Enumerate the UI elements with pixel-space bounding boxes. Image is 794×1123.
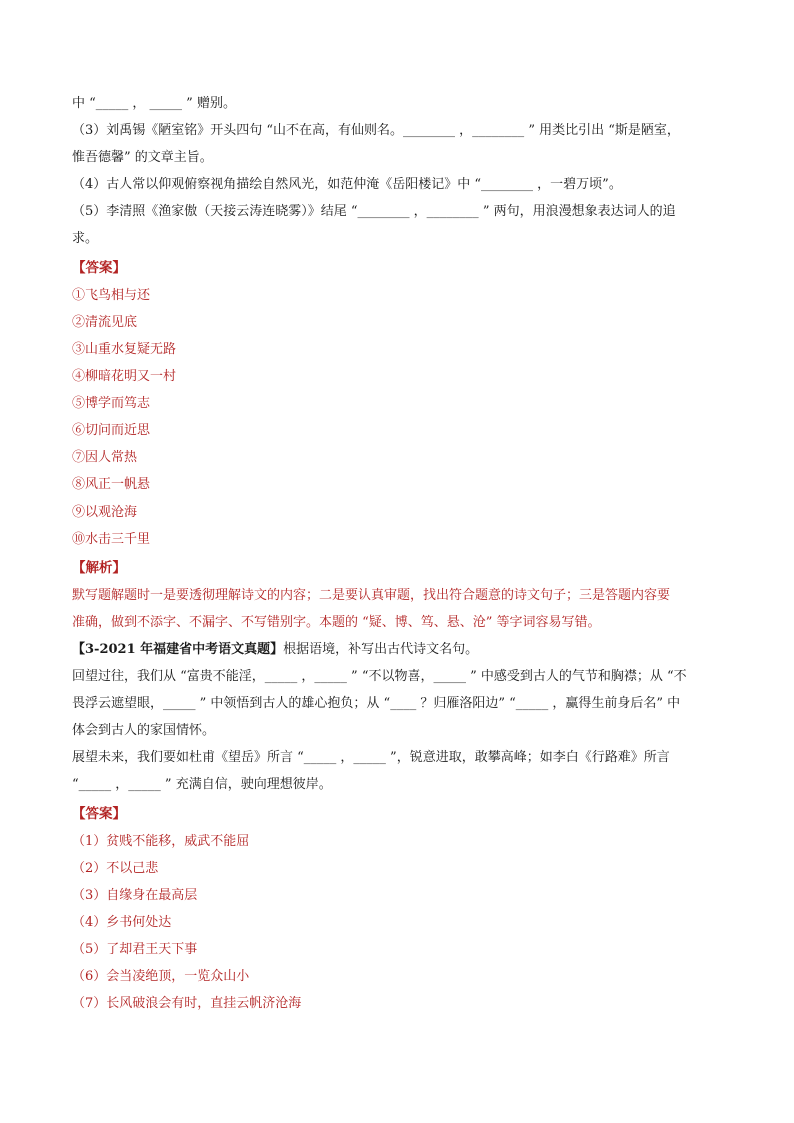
answer-item: ②清流见底 xyxy=(72,315,138,330)
question-line: “_____ ，_____ ” 充满自信，驶向理想彼岸。 xyxy=(72,777,332,792)
question-line: 畏浮云遮望眼，_____ ” 中领悟到古人的雄心抱负；从 “____ ？归雁洛阳边” “_____ ，赢得生前身后名” 中 xyxy=(72,696,681,711)
answer-header: 【答案】 xyxy=(72,260,126,276)
answer-item: （6）会当凌绝顶，一览众山小 xyxy=(72,969,250,984)
answer-item: ④柳暗花明又一村 xyxy=(72,369,177,384)
answer-item: （3）自缘身在最高层 xyxy=(72,888,198,903)
question-line: （3）刘禹锡《陋室铭》开头四句 “山不在高，有仙则名。________ ，________ ” 用类比引出 “斯是陋室， xyxy=(72,123,680,138)
answer-item: （5）了却君王天下事 xyxy=(72,942,198,957)
answer-item: ⑥切问而近思 xyxy=(72,423,151,438)
answer-header: 【答案】 xyxy=(72,806,126,822)
question-line: 中 “_____ ， _____ ” 赠别。 xyxy=(72,96,236,111)
answer-item: ⑤博学而笃志 xyxy=(72,396,151,411)
answer-item: ⑦因人常热 xyxy=(72,450,138,465)
analysis-line: 准确，做到不添字、不漏字、不写错别字。本题的 “疑、博、笃、悬、沧” 等字词容易写错。 xyxy=(72,615,601,630)
answer-item: （2）不以己悲 xyxy=(72,861,159,876)
answer-item: ①飞鸟相与还 xyxy=(72,288,151,303)
answer-item: （7）长风破浪会有时，直挂云帆济沧海 xyxy=(72,996,302,1011)
question-title: 【3-2021 年福建省中考语文真题】 xyxy=(72,642,284,657)
question-title-rest: 根据语境，补写出古代诗文名句。 xyxy=(283,642,479,657)
answer-item: （1）贫贱不能移，威武不能屈 xyxy=(72,834,250,849)
question-title-line xyxy=(72,640,732,660)
question-line: 回望过往，我们从 “富贵不能淫，_____ ，_____ ” “不以物喜，_____ ” 中感受到古人的气节和胸襟；从 “不 xyxy=(72,669,687,684)
analysis-line: 默写题解题时一是要透彻理解诗文的内容；二是要认真审题，找出符合题意的诗文句子；三是答题内容要 xyxy=(72,588,671,603)
answer-item: ⑨以观沧海 xyxy=(72,505,138,520)
analysis-header: 【解析】 xyxy=(72,560,126,576)
question-line: （4）古人常以仰观俯察视角描绘自然风光，如范仲淹《岳阳楼记》中 “________ ，一碧万顷”。 xyxy=(72,177,622,192)
question-line: 展望未来，我们要如杜甫《望岳》所言 “_____ ，_____ ”，锐意进取，敢攀高峰；如李白《行路难》所言 xyxy=(72,750,670,765)
question-line: 求。 xyxy=(72,231,99,246)
answer-item: ③山重水复疑无路 xyxy=(72,342,177,357)
question-line: 体会到古人的家国情怀。 xyxy=(72,723,216,738)
answer-item: （4）乡书何处达 xyxy=(72,915,172,930)
answer-item: ⑩水击三千里 xyxy=(72,532,151,547)
answer-item: ⑧风正一帆悬 xyxy=(72,477,151,492)
question-line: （5）李清照《渔家傲（天接云涛连晓雾）》结尾 “________ ，________ ” 两句，用浪漫想象表达词人的追 xyxy=(72,204,676,219)
question-line: 惟吾德馨” 的文章主旨。 xyxy=(72,150,213,165)
